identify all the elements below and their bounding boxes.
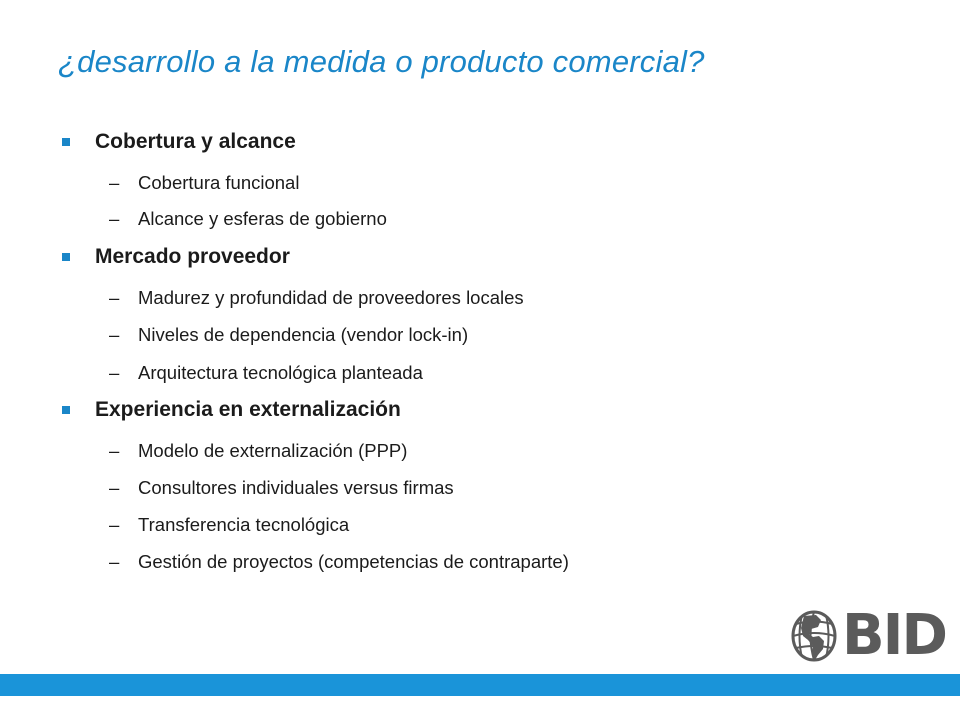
sub-item (109, 477, 454, 499)
sub-item (109, 440, 407, 462)
sub-item-text: Modelo de externalización (PPP) (138, 440, 408, 461)
sub-item (109, 362, 423, 384)
sub-item-text: Niveles de dependencia (vendor lock-in) (138, 324, 469, 345)
bottom-accent-bar (0, 674, 960, 696)
bid-logo (790, 603, 947, 668)
sub-item-text: Madurez y profundidad de proveedores locales (138, 287, 524, 308)
bullet-heading: Mercado proveedor (95, 245, 290, 268)
sub-item-text: Consultores individuales versus firmas (138, 477, 454, 498)
dash-marker: – (109, 514, 120, 535)
logo-wordmark: BID (842, 603, 947, 668)
bullet-cobertura (62, 130, 296, 154)
sub-item-text: Transferencia tecnológica (138, 514, 350, 535)
square-bullet-icon (62, 253, 70, 261)
sub-item (109, 551, 569, 573)
dash-marker: – (109, 208, 120, 229)
dash-marker: – (109, 440, 120, 461)
sub-item-text: Arquitectura tecnológica planteada (138, 362, 423, 383)
dash-marker: – (109, 362, 120, 383)
bullet-heading: Cobertura y alcance (95, 130, 296, 153)
sub-item-text: Cobertura funcional (138, 172, 300, 193)
dash-marker: – (109, 477, 120, 498)
dash-marker: – (109, 172, 120, 193)
sub-item-text: Gestión de proyectos (competencias de contraparte) (138, 551, 569, 572)
dash-marker: – (109, 287, 120, 308)
square-bullet-icon (62, 138, 70, 146)
sub-item-text: Alcance y esferas de gobierno (138, 208, 387, 229)
slide-title: ¿desarrollo a la medida o producto comercial? (58, 44, 705, 79)
dash-marker: – (109, 551, 120, 572)
dash-marker: – (109, 324, 120, 345)
sub-item (109, 324, 468, 346)
sub-item (109, 514, 349, 536)
globe-icon (790, 610, 838, 662)
square-bullet-icon (62, 406, 70, 414)
bullet-mercado (62, 245, 290, 269)
sub-item (109, 208, 387, 230)
bullet-heading: Experiencia en externalización (95, 398, 401, 421)
sub-item (109, 172, 299, 194)
bullet-experiencia (62, 398, 401, 422)
sub-item (109, 287, 524, 309)
